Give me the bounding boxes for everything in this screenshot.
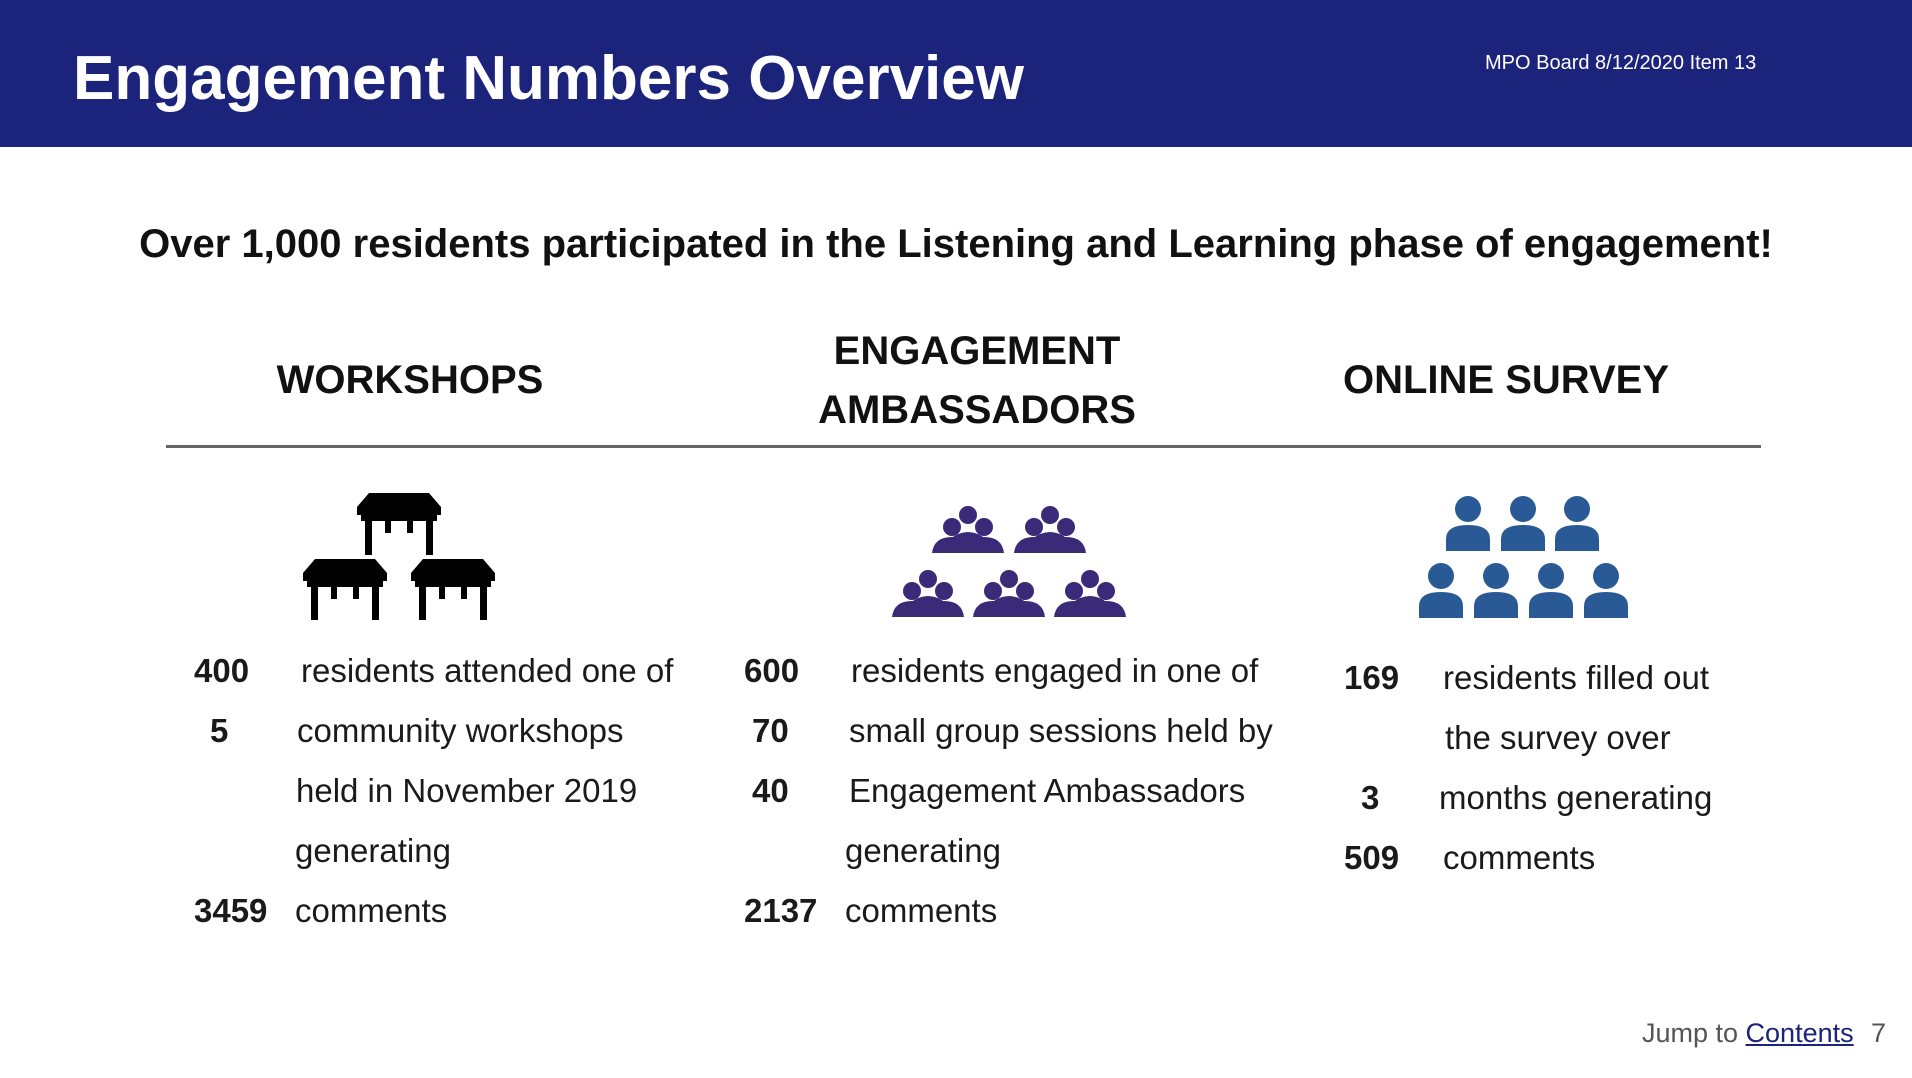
small-groups-icon bbox=[890, 500, 1130, 620]
stat-number: 70 bbox=[752, 712, 789, 749]
survey-heading: ONLINE SURVEY bbox=[1343, 358, 1669, 402]
pavilion-tents-icon bbox=[300, 490, 500, 620]
stat-text: months generating bbox=[1439, 779, 1713, 816]
stat-number: 400 bbox=[194, 652, 250, 689]
stat-text: community workshops bbox=[297, 712, 624, 749]
ambassadors-heading-line2: AMBASSADORS bbox=[818, 388, 1136, 432]
slide-subtitle: Over 1,000 residents participated in the Listening and Learning phase of engagement! bbox=[139, 222, 1773, 266]
jump-to-contents bbox=[1642, 1018, 1854, 1049]
stat-number: 2137 bbox=[744, 892, 818, 929]
ambassadors-heading bbox=[727, 322, 1227, 440]
stat-text: residents engaged in one of bbox=[851, 652, 1259, 689]
stat-number: 3 bbox=[1361, 779, 1380, 816]
people-crowd-icon bbox=[1418, 495, 1633, 620]
stat-text: comments bbox=[845, 892, 998, 929]
contents-link[interactable]: Contents bbox=[1745, 1018, 1854, 1048]
stat-number: 5 bbox=[210, 712, 229, 749]
stat-text: the survey over bbox=[1445, 719, 1671, 756]
heading-divider bbox=[166, 445, 1761, 448]
stat-text: generating bbox=[295, 832, 451, 869]
stat-number: 600 bbox=[744, 652, 800, 689]
stat-number: 3459 bbox=[194, 892, 268, 929]
stat-number: 169 bbox=[1344, 659, 1400, 696]
stat-text: comments bbox=[1443, 839, 1596, 876]
stat-text: Engagement Ambassadors bbox=[849, 772, 1246, 809]
slide-header bbox=[0, 0, 1912, 147]
slide-title: Engagement Numbers Overview bbox=[73, 44, 1024, 113]
stat-text: comments bbox=[295, 892, 448, 929]
meeting-reference: MPO Board 8/12/2020 Item 13 bbox=[1485, 52, 1757, 74]
page-number: 7 bbox=[1871, 1018, 1887, 1048]
ambassadors-heading-line1: ENGAGEMENT bbox=[833, 329, 1121, 373]
stat-number: 509 bbox=[1344, 839, 1400, 876]
stat-text: held in November 2019 bbox=[296, 772, 638, 809]
stat-text: generating bbox=[845, 832, 1001, 869]
jump-to-label: Jump to bbox=[1642, 1018, 1746, 1048]
workshops-heading: WORKSHOPS bbox=[276, 358, 544, 402]
stat-text: residents filled out bbox=[1443, 659, 1709, 696]
stat-text: small group sessions held by bbox=[849, 712, 1273, 749]
stat-number: 40 bbox=[752, 772, 789, 809]
stat-text: residents attended one of bbox=[301, 652, 674, 689]
